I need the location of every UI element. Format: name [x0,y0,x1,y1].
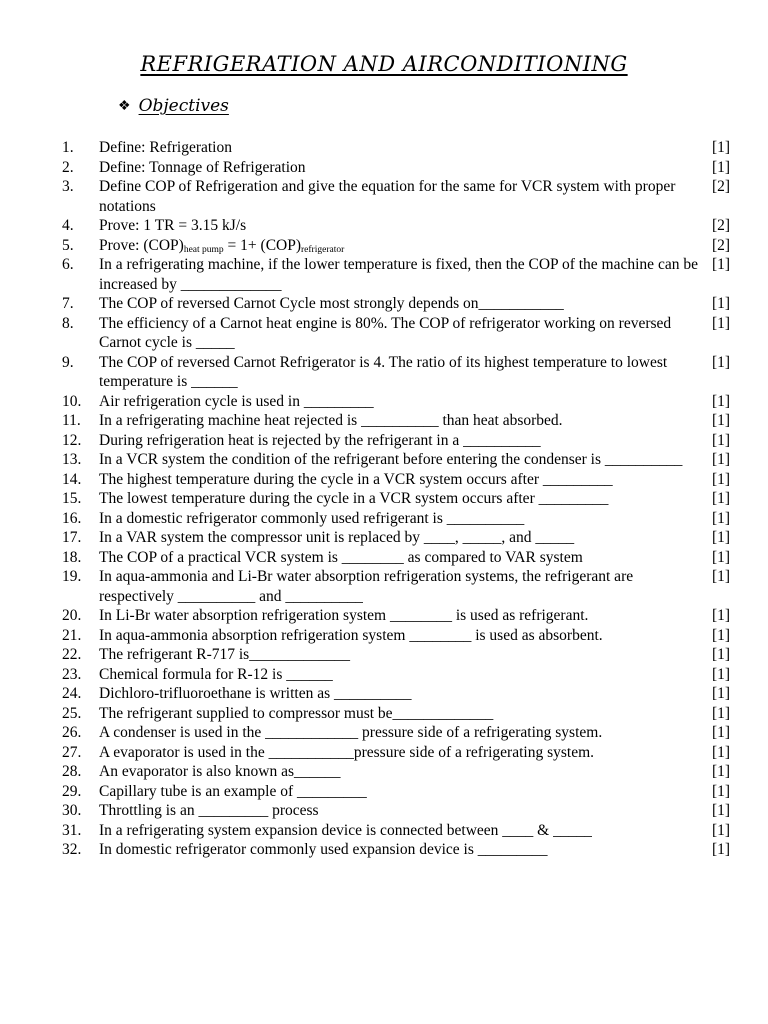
question-text: Capillary tube is an example of _________ [99,782,367,800]
question-text-part: Prove: (COP) [99,236,184,254]
marks-label: [1] [712,295,731,312]
question-number: 13. [62,451,82,468]
question-number: 16. [62,509,82,527]
objectives-label: Objectives [138,96,229,116]
question-number: 11. [62,412,81,429]
marks-label: [1] [712,431,731,449]
question-number: 1. [62,139,74,156]
question-item [0,723,768,743]
question-number: 22. [62,646,82,663]
question-item [0,782,768,802]
question-text: The efficiency of a Carnot heat engine is 80%. The COP of refrigerator working on reversed Carnot cycle is _____ [99,314,672,351]
question-number: 2. [62,158,74,176]
question-number: 19. [62,568,82,585]
question-number: 4. [62,217,74,234]
question-number: 10. [62,392,82,410]
question-item [0,528,768,548]
question-number: 18. [62,548,82,566]
question-text: A evaporator is used in the ___________pressure side of a refrigerating system. [99,743,595,761]
question-item [0,138,768,158]
marks-label: [1] [712,529,731,546]
question-item [0,762,768,782]
question-text: Define: Tonnage of Refrigeration [99,158,306,176]
question-text: The COP of reversed Carnot Cycle most strongly depends on___________ [99,295,564,312]
marks-label: [1] [712,704,731,722]
question-text: In a VAR system the compressor unit is replaced by ____, _____, and _____ [99,529,575,546]
marks-label: [1] [712,470,731,488]
document-title: REFRIGERATION AND AIRCONDITIONING [140,52,628,76]
marks-label: [1] [712,626,731,644]
question-number: 3. [62,178,74,195]
marks-label: [1] [712,821,731,839]
marks-label: [1] [712,743,731,761]
marks-label: [1] [712,763,731,780]
marks-label: [1] [712,509,731,527]
marks-label: [1] [712,548,731,566]
question-text: The lowest temperature during the cycle in a VCR system occurs after _________ [99,490,609,507]
marks-label: [1] [712,490,731,507]
question-text: In a refrigerating system expansion device is connected between ____ & _____ [99,821,592,839]
question-number: 7. [62,295,74,312]
question-text: A condenser is used in the ____________ pressure side of a refrigerating system. [99,724,603,741]
question-number: 26. [62,724,82,741]
question-text: In a VCR system the condition of the refrigerant before entering the condenser is __________ [99,451,683,468]
question-text: In domestic refrigerator commonly used expansion device is _________ [99,841,548,858]
question-number: 25. [62,704,82,722]
question-text: In aqua-ammonia absorption refrigeration system ________ is used as absorbent. [99,626,603,644]
question-number: 27. [62,743,82,761]
question-item [0,236,768,256]
question-text: In aqua-ammonia and Li-Br water absorption refrigeration systems, the refrigerant are respectively __________ and __________ [99,568,634,605]
question-item [0,392,768,412]
marks-label: [1] [712,314,731,332]
question-text: Dichloro-trifluoroethane is written as __________ [99,685,412,702]
marks-label: [1] [712,685,731,702]
question-item [0,158,768,178]
question-item [0,314,768,353]
marks-label: [1] [712,607,731,624]
question-number: 6. [62,256,74,273]
question-number: 31. [62,821,82,839]
diamond-bullet-icon: ❖ [118,98,131,114]
question-text: The refrigerant supplied to compressor must be_____________ [99,704,494,722]
question-item [0,704,768,724]
question-number: 30. [62,802,82,819]
marks-label: [1] [712,256,731,273]
question-number: 20. [62,607,82,624]
question-text: During refrigeration heat is rejected by the refrigerant in a __________ [99,431,541,449]
marks-label: [1] [712,724,731,741]
question-text: Define COP of Refrigeration and give the equation for the same for VCR system with proper notations [99,178,676,215]
question-text: In a domestic refrigerator commonly used refrigerant is __________ [99,509,525,527]
question-item [0,626,768,646]
question-number: 24. [62,685,82,702]
marks-label: [2] [712,178,731,195]
marks-label: [1] [712,392,731,410]
marks-label: [2] [712,217,731,234]
question-number: 15. [62,490,82,507]
question-list [0,138,768,860]
marks-label: [1] [712,139,731,156]
question-text: The COP of a practical VCR system is ________ as compared to VAR system [99,548,583,566]
question-text: In a refrigerating machine, if the lower temperature is fixed, then the COP of the machine can be increased by _____________ [99,256,698,293]
marks-label: [1] [712,451,731,468]
question-text: In Li-Br water absorption refrigeration system ________ is used as refrigerant. [99,607,589,624]
question-item [0,353,768,392]
question-item [0,450,768,470]
question-number: 21. [62,626,82,644]
marks-label: [1] [712,841,731,858]
question-item [0,411,768,431]
marks-label: [1] [712,412,731,429]
question-item [0,606,768,626]
question-text: The refrigerant R-717 is_____________ [99,646,350,663]
question-text: Air refrigeration cycle is used in _________ [99,392,374,410]
question-number: 23. [62,665,82,683]
question-number: 5. [62,236,74,254]
question-number: 8. [62,314,74,332]
question-item [0,431,768,451]
question-item [0,548,768,568]
question-number: 14. [62,470,82,488]
subscript-heat-pump: heat pump [183,244,224,255]
question-text [99,236,699,256]
question-text: An evaporator is also known as______ [99,763,341,780]
question-item [0,801,768,821]
question-item [0,665,768,685]
question-number: 9. [62,353,74,371]
question-item [0,489,768,509]
question-text: Define: Refrigeration [99,139,232,156]
question-item [0,216,768,236]
question-text-part: = 1+ (COP) [223,236,302,254]
marks-label: [2] [712,236,731,254]
question-item [0,821,768,841]
marks-label: [1] [712,568,731,585]
objectives-heading [118,96,229,116]
question-item [0,567,768,606]
question-number: 32. [62,841,82,858]
question-text: The COP of reversed Carnot Refrigerator is 4. The ratio of its highest temperature to lowest temperature is ______ [99,353,668,390]
question-item [0,743,768,763]
marks-label: [1] [712,802,731,819]
question-text: The highest temperature during the cycle in a VCR system occurs after _________ [99,470,613,488]
question-item [0,255,768,294]
marks-label: [1] [712,353,731,371]
question-text: Chemical formula for R-12 is ______ [99,665,333,683]
marks-label: [1] [712,646,731,663]
marks-label: [1] [712,158,731,176]
question-item [0,840,768,860]
question-number: 28. [62,763,82,780]
question-item [0,177,768,216]
question-text: Prove: 1 TR = 3.15 kJ/s [99,217,247,234]
question-number: 29. [62,782,82,800]
question-text: Throttling is an _________ process [99,802,319,819]
question-text: In a refrigerating machine heat rejected is __________ than heat absorbed. [99,412,563,429]
question-item [0,509,768,529]
subscript-refrigerator: refrigerator [301,244,345,255]
question-number: 17. [62,529,82,546]
question-item [0,294,768,314]
question-number: 12. [62,431,82,449]
question-item [0,470,768,490]
marks-label: [1] [712,782,731,800]
marks-label: [1] [712,665,731,683]
question-item [0,684,768,704]
question-item [0,645,768,665]
